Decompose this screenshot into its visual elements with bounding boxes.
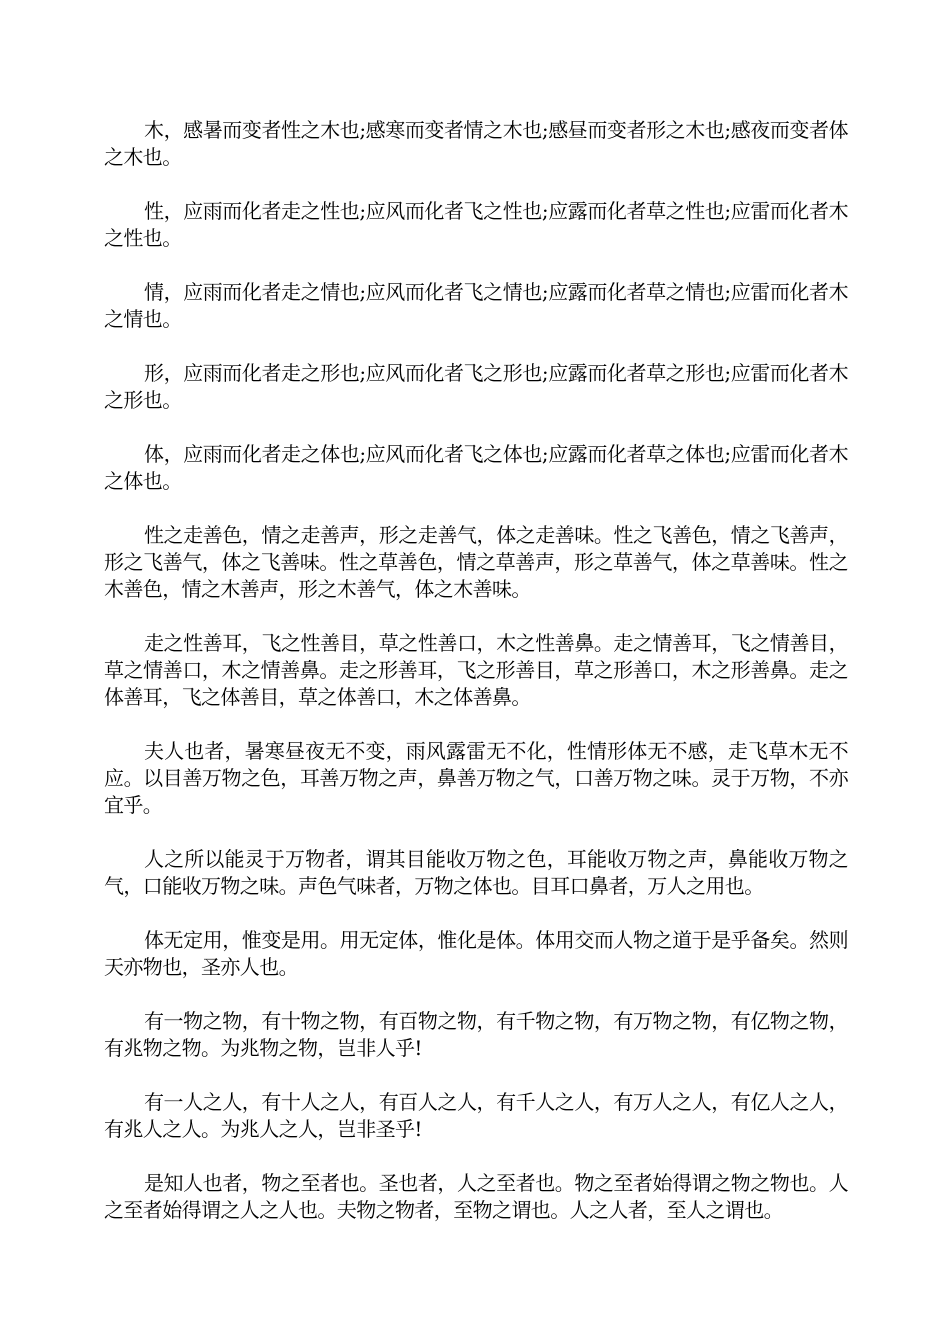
paragraph: 体，应雨而化者走之体也;应风而化者飞之体也;应露而化者草之体也;应雷而化者木之体也。	[104, 442, 848, 493]
paragraph: 情，应雨而化者走之情也;应风而化者飞之情也;应露而化者草之情也;应雷而化者木之情也。	[104, 280, 848, 331]
paragraph: 性，应雨而化者走之性也;应风而化者飞之性也;应露而化者草之性也;应雷而化者木之性也。	[104, 199, 848, 250]
paragraph: 木，感暑而变者性之木也;感寒而变者情之木也;感昼而变者形之木也;感夜而变者体之木也。	[104, 118, 848, 169]
paragraph: 性之走善色，情之走善声，形之走善气，体之走善味。性之飞善色，情之飞善声，形之飞善气，体之飞善味。性之草善色，情之草善声，形之草善气，体之草善味。性之木善色，情之木善声，形之木善气，体之木善味。	[104, 523, 848, 601]
paragraph: 人之所以能灵于万物者，谓其目能收万物之色，耳能收万物之声，鼻能收万物之气，口能收万物之味。声色气味者，万物之体也。目耳口鼻者，万人之用也。	[104, 847, 848, 898]
paragraph: 有一人之人，有十人之人，有百人之人，有千人之人，有万人之人，有亿人之人，有兆人之人。为兆人之人，岂非圣乎!	[104, 1090, 848, 1141]
document-body	[104, 117, 848, 1251]
paragraph: 形，应雨而化者走之形也;应风而化者飞之形也;应露而化者草之形也;应雷而化者木之形也。	[104, 361, 848, 412]
paragraph: 有一物之物，有十物之物，有百物之物，有千物之物，有万物之物，有亿物之物，有兆物之物。为兆物之物，岂非人乎!	[104, 1009, 848, 1060]
paragraph: 是知人也者，物之至者也。圣也者，人之至者也。物之至者始得谓之物之物也。人之至者始得谓之人之人也。夫物之物者，至物之谓也。人之人者，至人之谓也。	[104, 1171, 848, 1222]
paragraph: 夫人也者，暑寒昼夜无不变，雨风露雷无不化，性情形体无不感，走飞草木无不应。以目善万物之色，耳善万物之声，鼻善万物之气，口善万物之味。灵于万物，不亦宜乎。	[104, 739, 848, 817]
paragraph: 走之性善耳，飞之性善目，草之性善口，木之性善鼻。走之情善耳，飞之情善目，草之情善口，木之情善鼻。走之形善耳，飞之形善目，草之形善口，木之形善鼻。走之体善耳，飞之体善目，草之体善口，木之体善鼻。	[104, 631, 848, 709]
paragraph: 体无定用，惟变是用。用无定体，惟化是体。体用交而人物之道于是乎备矣。然则天亦物也，圣亦人也。	[104, 928, 848, 979]
